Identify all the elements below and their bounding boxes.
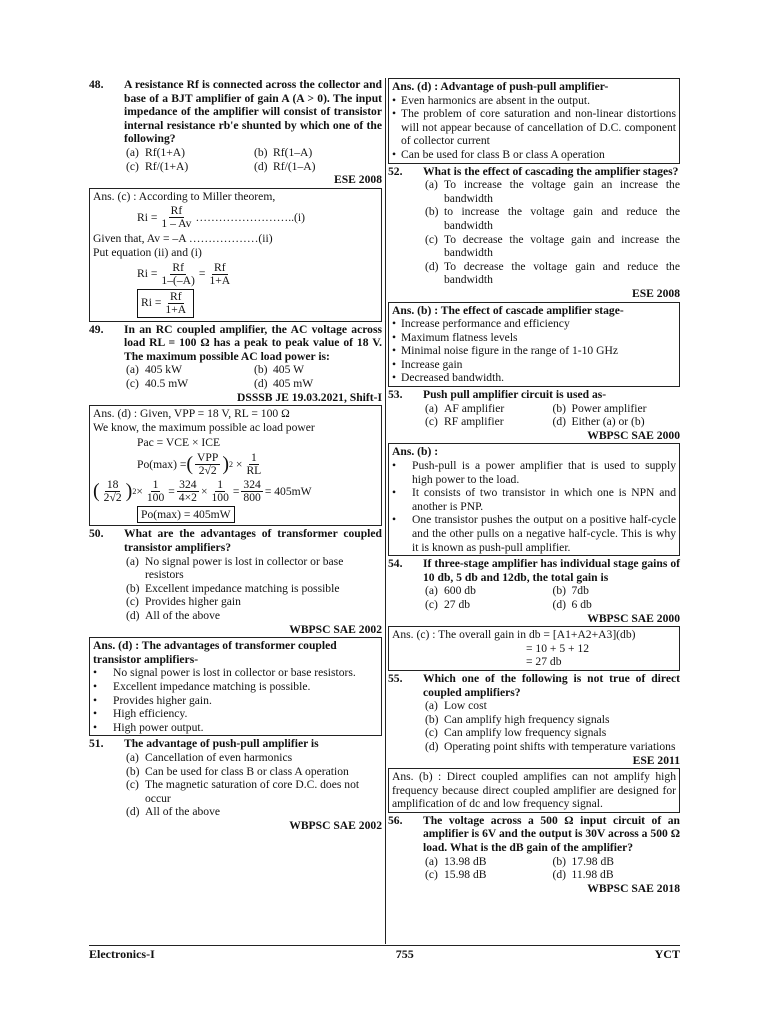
- question-49: 49. In an RC coupled amplifier, the AC voltage across load RL = 100 Ω has a peak to peak value of 18 V. The maximum possible AC load power is:: [89, 322, 382, 363]
- option-b: (b) Excellent impedance matching is possible: [126, 581, 340, 595]
- source-label: WBPSC SAE 2000: [587, 428, 680, 442]
- option-d: (d) Rf/(1–A): [254, 159, 316, 173]
- option-c: (c) The magnetic saturation of core D.C. does not occur: [126, 778, 360, 805]
- question-56: 56. The voltage across a 500 Ω input circuit of an amplifier is 6V and the output is 30V across a 500 Ω load. What is the dB gain of the amplifier?: [388, 813, 680, 855]
- pac-equation: Pac = VCE × ICE: [137, 436, 221, 450]
- option-d: (d) 6 db: [552, 597, 592, 611]
- options-56: [388, 855, 680, 882]
- source-label: ESE 2011: [632, 753, 680, 767]
- option-d: (d) All of the above: [126, 805, 221, 819]
- option-c: (c) To decrease the voltage gain and increase the bandwidth: [425, 232, 680, 260]
- option-b: (b) Can be used for class B or class A operation: [126, 764, 349, 778]
- question-48: [89, 78, 382, 146]
- answer-box-50: [89, 637, 382, 736]
- list-item: • One transistor pushes the output on a positive half-cycle and the other pulls on a negative half-cycle. This is why it is known as push-pull amplifier.: [392, 513, 676, 554]
- right-column: [388, 78, 680, 895]
- result-equation: Ri = $\frac{Rf}{1+A}$: [93, 289, 378, 318]
- question-text: A resistance Rf is connected across the collector and base of a BJT amplifier of gain A (A > 0). The input impedance of the amplifier will consist of transistor internal resistance rb'e shunted by which one of the following?: [124, 78, 382, 146]
- answer-heading: Ans. (d) : Given, VPP = 18 V, RL = 100 Ω: [93, 407, 290, 421]
- source-label: WBPSC SAE 2000: [587, 611, 680, 625]
- option-a: (a) 13.98 dB: [425, 854, 487, 868]
- options-53: [388, 402, 680, 429]
- option-c: (c) 40.5 mW: [126, 376, 189, 390]
- source-label: ESE 2008: [632, 286, 680, 300]
- option-d: (d) Operating point shifts with temperature variations: [425, 739, 676, 753]
- list-item: • No signal power is lost in collector or base resistors.: [93, 666, 378, 680]
- option-b: (b) Rf(1–A): [254, 145, 313, 159]
- footer-publisher: YCT: [654, 947, 680, 961]
- page-number: 755: [395, 947, 414, 961]
- option-d: (d) Either (a) or (b): [552, 415, 645, 429]
- option-c: (c) Provides higher gain: [126, 595, 241, 609]
- answer-bullets: [392, 459, 676, 554]
- answer-heading: Ans. (b) :: [392, 445, 439, 459]
- option-b: (b) 405 W: [254, 363, 305, 377]
- question-53: 53. Push pull amplifier circuit is used as-: [388, 388, 607, 402]
- option-d: (d) To decrease the voltage gain and reduce the bandwidth: [425, 259, 680, 287]
- footer-subject: Electronics-I: [89, 947, 155, 961]
- answer-box-51: [388, 78, 680, 164]
- option-b: (b) Can amplify high frequency signals: [425, 712, 610, 726]
- option-c: (c) RF amplifier: [425, 415, 504, 429]
- source-label: ESE 2008: [334, 173, 382, 187]
- list-item: • High power output.: [93, 721, 378, 735]
- footer-rule: [89, 945, 680, 946]
- list-item: • Push-pull is a power amplifier that is used to supply high power to the load.: [392, 459, 676, 486]
- options-55: [388, 699, 680, 753]
- option-a: (a) AF amplifier: [425, 401, 505, 415]
- know-line: We know, the maximum possible ac load power: [93, 420, 315, 434]
- equation-2: Ri = $\frac{Rf}{1-(-A)}$ = $\frac{Rf}{1+A}$: [137, 260, 231, 287]
- list-item: • High efficiency.: [93, 707, 378, 721]
- option-a: (a) Low cost: [425, 699, 487, 713]
- answer-bullets: [93, 666, 378, 734]
- question-50: 50. What are the advantages of transformer coupled transistor amplifiers?: [89, 527, 382, 555]
- option-a: (a) No signal power is lost in collector or base resistors: [126, 554, 344, 582]
- answer-box-49: [89, 405, 382, 526]
- answer-bullets: [392, 94, 676, 162]
- options-52: [388, 178, 680, 287]
- answer-heading: Ans. (d) : Advantage of push-pull amplifier-: [392, 80, 609, 93]
- answer-box-48: [89, 188, 382, 322]
- option-c: (c) 15.98 dB: [425, 868, 487, 882]
- list-item: • The problem of core saturation and non-linear distortions will not appear because of cancellation of D.C. component of collector current: [392, 107, 676, 148]
- list-item: • It consists of two transistor in which one is NPN and another is PNP.: [392, 486, 676, 513]
- option-a: (a) Rf(1+A): [126, 145, 186, 159]
- option-c: (c) 27 db: [425, 597, 471, 611]
- column-divider: [385, 78, 386, 944]
- list-item: • Increase performance and efficiency: [392, 317, 676, 331]
- option-d: (d) All of the above: [126, 609, 221, 623]
- answer-heading: Ans. (c) : The overall gain in db = [A1+A2+A3](db): [392, 628, 636, 642]
- answer-box-55: Ans. (b) : Direct coupled amplifies can not amplify high frequency because direct coupled amplifier are designed for amplification of dc and low frequency signal.: [388, 768, 680, 813]
- answer-box-54: [388, 626, 680, 671]
- final-result: Po(max) = 405mW: [137, 506, 235, 524]
- source-label: DSSSB JE 19.03.2021, Shift-I: [237, 390, 382, 404]
- list-item: • Decreased bandwidth.: [392, 371, 676, 385]
- answer-heading: Ans. (b) : The effect of cascade amplifier stage-: [392, 303, 624, 317]
- options-50: [89, 555, 382, 623]
- question-52: 52. What is the effect of cascading the amplifier stages?: [388, 164, 679, 178]
- option-c: (c) Rf/(1+A): [126, 159, 189, 173]
- answer-line-3: = 27 db: [526, 655, 562, 669]
- question-51: 51. The advantage of push-pull amplifier is: [89, 737, 319, 751]
- list-item: • Minimal noise figure in the range of 1-10 GHz: [392, 344, 676, 358]
- answer-box-52: [388, 302, 680, 388]
- source-label: WBPSC SAE 2018: [587, 881, 680, 895]
- question-number: 48.: [89, 78, 104, 91]
- given-line: Given that, Av = –A ………………(ii): [93, 232, 273, 246]
- options-49: [89, 363, 382, 390]
- option-d: (d) 405 mW: [254, 376, 314, 390]
- option-a: (a) 600 db: [425, 584, 476, 598]
- option-b: (b) Power amplifier: [552, 401, 647, 415]
- options-48: [89, 146, 382, 173]
- page-footer: [89, 948, 680, 962]
- option-a: (a) 405 kW: [126, 363, 183, 377]
- answer-line-2: = 10 + 5 + 12: [526, 641, 590, 655]
- list-item: • Even harmonics are absent in the output.: [392, 94, 676, 108]
- option-d: (d) 11.98 dB: [552, 868, 614, 882]
- options-51: [89, 751, 382, 819]
- question-54: 54. If three-stage amplifier has individual stage gains of 10 db, 5 db and 12db, the total gain is: [388, 557, 680, 584]
- equation-1: Ri = $\frac{Rf}{1 - Av}$ ……………………..(i): [137, 204, 305, 231]
- options-54: [388, 584, 680, 611]
- option-b: (b) 7db: [552, 584, 589, 598]
- list-item: • Provides higher gain.: [93, 694, 378, 708]
- option-b: (b) to increase the voltage gain and reduce the bandwidth: [425, 205, 680, 232]
- po-equation: Po(max) = ( $\frac{\text{VPP}}{2√2}$ ) 2 × $\frac{1}{RL}$: [137, 450, 262, 477]
- answer-heading: Ans. (d) : The advantages of transformer coupled transistor amplifiers-: [93, 639, 337, 666]
- answer-bullets: [392, 317, 676, 385]
- list-item: • Excellent impedance matching is possible.: [93, 680, 378, 694]
- answer-box-53: [388, 443, 680, 556]
- option-b: (b) 17.98 dB: [552, 854, 615, 868]
- left-column: [89, 78, 382, 833]
- option-a: (a) Cancellation of even harmonics: [126, 750, 293, 764]
- option-c: (c) Can amplify low frequency signals: [425, 726, 607, 740]
- source-label: WBPSC SAE 2002: [289, 622, 382, 636]
- calc-equation: ( $\frac{18}{2√2}$ ) 2 × $\frac{1}{100}$ = $\frac{324}{4\times 2}$ × $\frac{1}{100}$ = $\frac{324}{800}$ = 405mW: [93, 477, 312, 504]
- option-a: (a) To increase the voltage gain an increase the bandwidth: [425, 178, 680, 205]
- list-item: • Increase gain: [392, 358, 676, 372]
- list-item: • Can be used for class B or class A operation: [392, 148, 676, 162]
- question-55: 55. Which one of the following is not true of direct coupled amplifiers?: [388, 671, 680, 699]
- source-label: WBPSC SAE 2002: [289, 818, 382, 832]
- put-line: Put equation (ii) and (i): [93, 245, 202, 259]
- list-item: • Maximum flatness levels: [392, 331, 676, 345]
- answer-heading: Ans. (c) : According to Miller theorem,: [93, 189, 276, 203]
